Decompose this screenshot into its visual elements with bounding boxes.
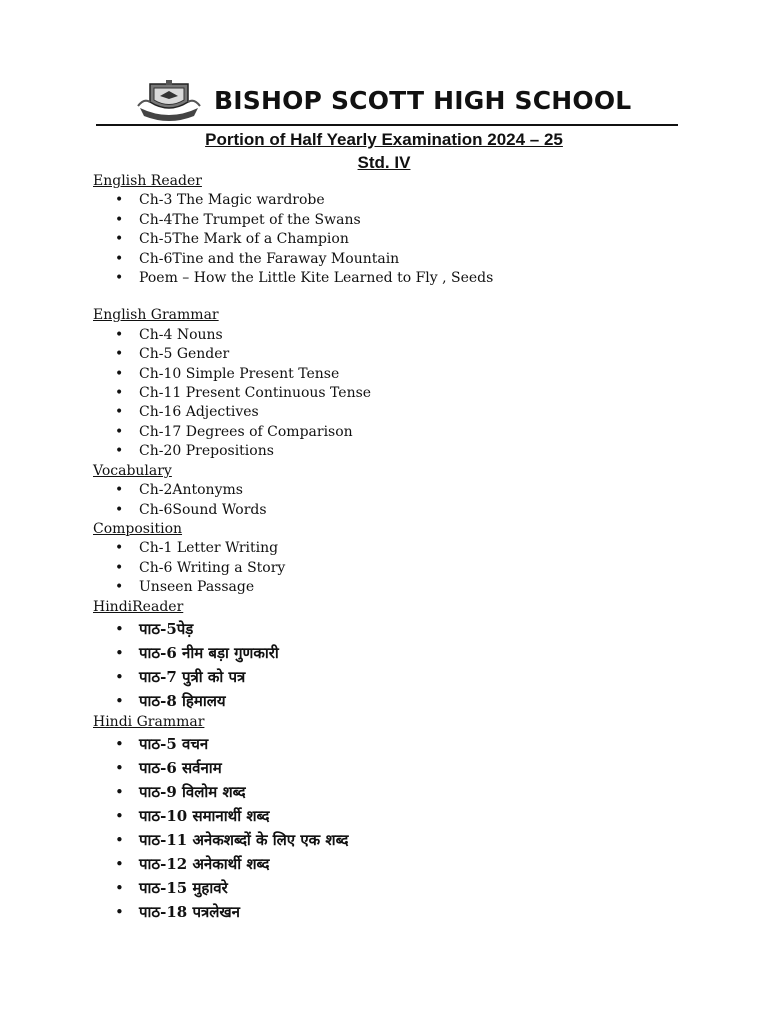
section-heading-vocabulary: Vocabulary	[93, 462, 172, 479]
syllabus-content	[93, 172, 733, 924]
list-item: • Ch-4 Nouns	[93, 326, 733, 345]
english-reader-list	[93, 191, 733, 288]
list-item: • पाठ-6 नीम बड़ा गुणकारी	[93, 641, 733, 665]
list-item: • Ch-1 Letter Writing	[93, 539, 733, 558]
list-item: • Ch-2Antonyms	[93, 481, 733, 500]
list-item: • Ch-5The Mark of a Champion	[93, 230, 733, 249]
document-header	[96, 72, 678, 128]
english-grammar-list	[93, 326, 733, 462]
list-item: • पाठ-5 वचन	[93, 732, 733, 756]
list-item: • Ch-4The Trumpet of the Swans	[93, 211, 733, 230]
list-item: • पाठ-15 मुहावरे	[93, 876, 733, 900]
list-item: • Ch-6Sound Words	[93, 501, 733, 520]
section-spacer	[93, 288, 733, 306]
school-crest-icon	[136, 78, 202, 122]
list-item: • Ch-16 Adjectives	[93, 403, 733, 422]
section-heading-hindi-grammar: Hindi Grammar	[93, 713, 205, 730]
list-item: • Ch-20 Prepositions	[93, 442, 733, 461]
school-name: BISHOP SCOTT HIGH SCHOOL	[214, 86, 632, 115]
header-divider	[96, 124, 678, 126]
section-heading-english-reader: English Reader	[93, 173, 202, 189]
vocabulary-list	[93, 481, 733, 520]
list-item: • पाठ-12 अनेकार्थी शब्द	[93, 852, 733, 876]
list-item: • Ch-6Tine and the Faraway Mountain	[93, 250, 733, 269]
list-item: • पाठ-6 सर्वनाम	[93, 756, 733, 780]
class-title: Std. IV	[357, 153, 411, 172]
list-item: • पाठ-8 हिमालय	[93, 689, 733, 713]
section-heading-composition: Composition	[93, 520, 183, 537]
list-item: • पाठ-11 अनेकशब्दों के लिए एक शब्द	[93, 828, 733, 852]
list-item: • Ch-11 Present Continuous Tense	[93, 384, 733, 403]
list-item: • पाठ-5पेड़	[93, 617, 733, 641]
section-heading-hindi-reader: HindiReader	[93, 598, 184, 615]
list-item: • Ch-6 Writing a Story	[93, 559, 733, 578]
list-item: • पाठ-10 समानार्थी शब्द	[93, 804, 733, 828]
list-item: • Unseen Passage	[93, 578, 733, 597]
exam-title: Portion of Half Yearly Examination 2024 – 25	[205, 130, 563, 149]
list-item: • Poem – How the Little Kite Learned to Fly , Seeds	[93, 269, 733, 288]
list-item: • Ch-17 Degrees of Comparison	[93, 423, 733, 442]
list-item: • पाठ-18 पत्रलेखन	[93, 900, 733, 924]
section-heading-english-grammar: English Grammar	[93, 307, 219, 324]
list-item: • पाठ-7 पुत्री को पत्र	[93, 665, 733, 689]
list-item: • Ch-10 Simple Present Tense	[93, 365, 733, 384]
list-item: • पाठ-9 विलोम शब्द	[93, 780, 733, 804]
hindi-grammar-list	[93, 732, 733, 924]
list-item: • Ch-5 Gender	[93, 345, 733, 364]
composition-list	[93, 539, 733, 597]
list-item: • Ch-3 The Magic wardrobe	[93, 191, 733, 210]
hindi-reader-list	[93, 617, 733, 713]
